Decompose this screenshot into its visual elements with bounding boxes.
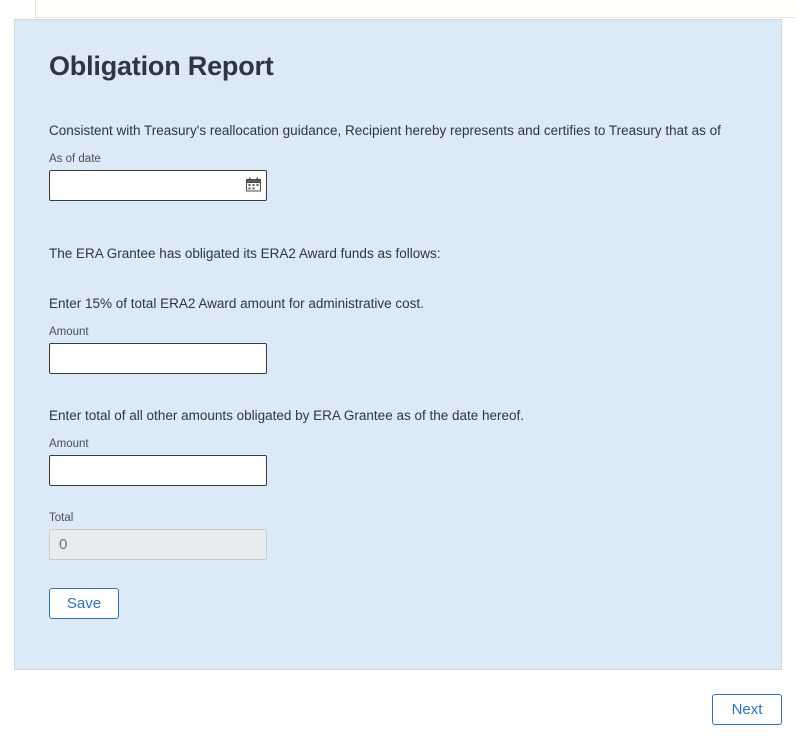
page-top-strip-left-panel bbox=[0, 0, 36, 18]
other-amount-field bbox=[49, 437, 741, 486]
intro-text: Consistent with Treasury's reallocation guidance, Recipient hereby represents and certifies to Treasury that as of bbox=[49, 123, 721, 138]
admin-amount-field bbox=[49, 325, 741, 374]
total-label: Total bbox=[49, 512, 74, 524]
other-amounts-instruction: Enter total of all other amounts obligated by ERA Grantee as of the date hereof. bbox=[49, 408, 525, 423]
admin-amount-input[interactable] bbox=[49, 343, 267, 374]
as-of-date-input[interactable] bbox=[49, 170, 267, 201]
other-amount-input-wrap bbox=[49, 455, 267, 486]
save-button[interactable]: Save bbox=[49, 588, 119, 619]
as-of-date-label: As of date bbox=[49, 153, 101, 165]
card-content bbox=[15, 20, 781, 619]
total-field bbox=[49, 511, 741, 560]
next-button[interactable]: Next bbox=[712, 694, 782, 725]
other-amount-input[interactable] bbox=[49, 455, 267, 486]
obligation-report-card bbox=[14, 19, 782, 670]
other-amount-label: Amount bbox=[49, 438, 89, 450]
admin-amount-input-wrap bbox=[49, 343, 267, 374]
admin-amount-label: Amount bbox=[49, 326, 89, 338]
page-footer bbox=[0, 671, 796, 736]
as-of-date-input-wrap bbox=[49, 170, 267, 201]
as-of-date-field bbox=[49, 152, 741, 201]
admin-cost-instruction: Enter 15% of total ERA2 Award amount for administrative cost. bbox=[49, 296, 424, 311]
obligation-statement: The ERA Grantee has obligated its ERA2 Award funds as follows: bbox=[49, 246, 441, 261]
total-value-input bbox=[49, 529, 267, 560]
page-title: Obligation Report bbox=[49, 51, 274, 81]
page-top-strip bbox=[0, 0, 796, 18]
calendar-icon[interactable] bbox=[246, 177, 261, 192]
